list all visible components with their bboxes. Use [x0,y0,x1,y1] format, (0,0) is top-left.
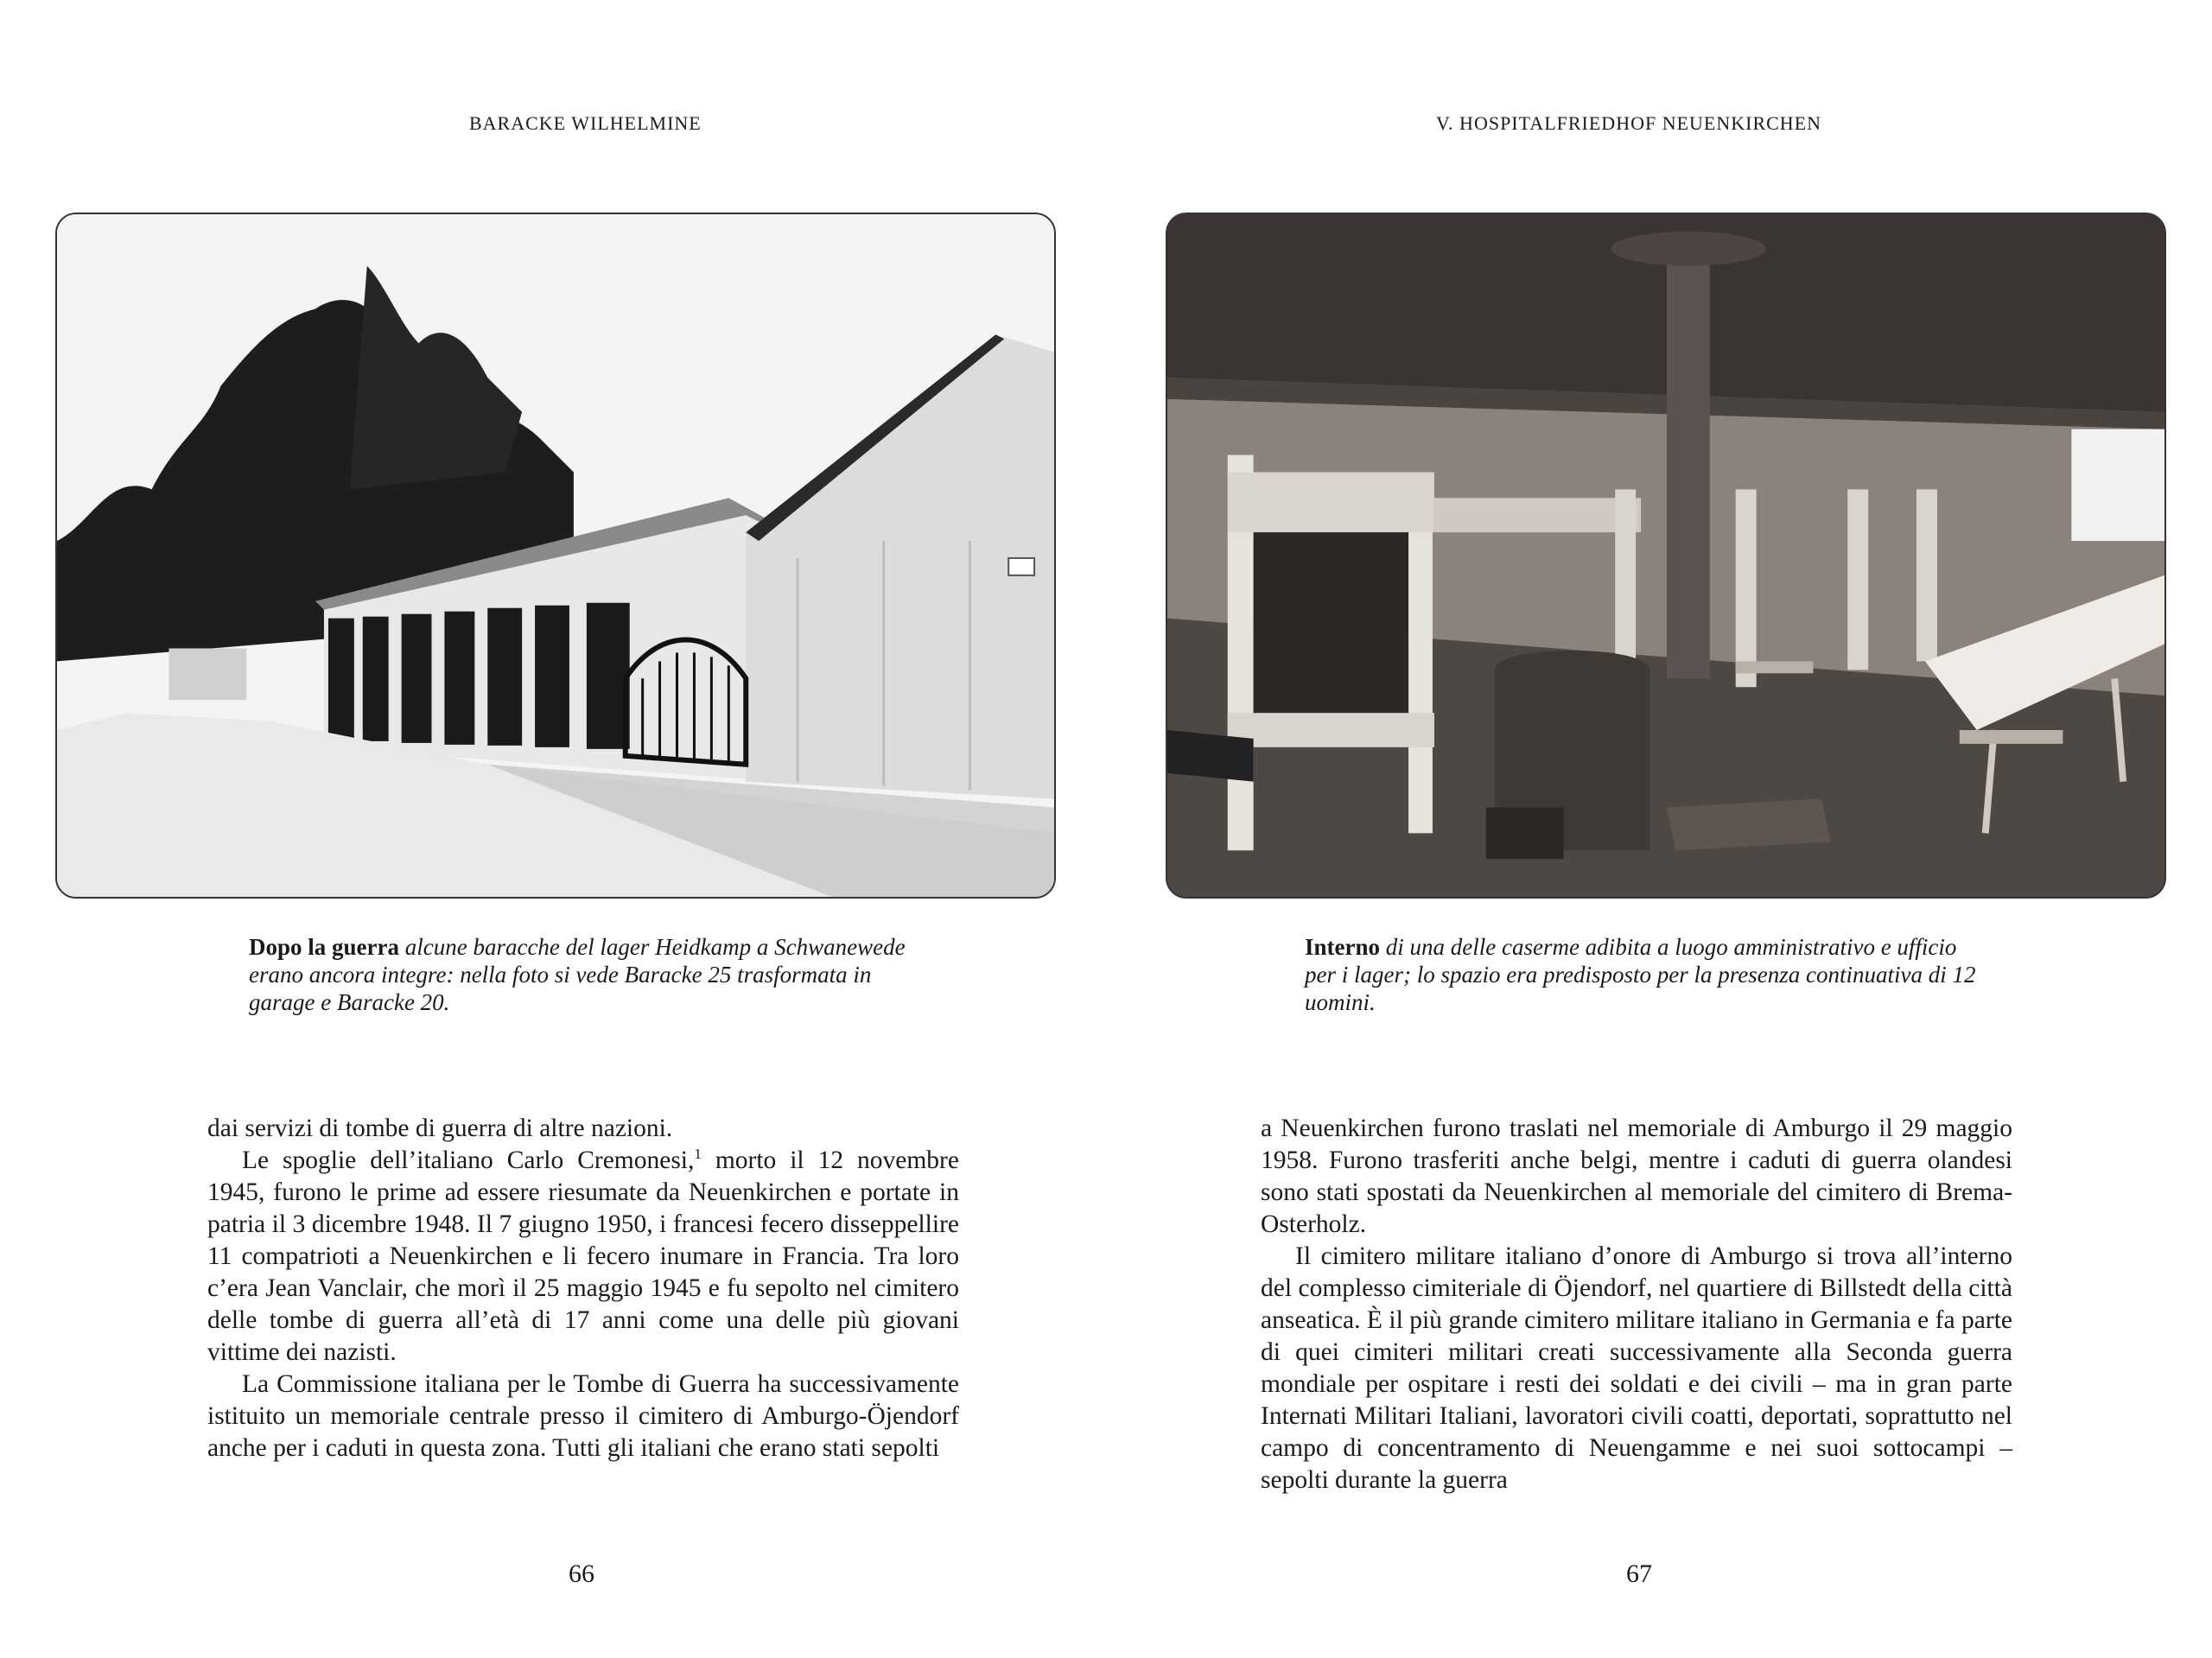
photo-caption [1305,933,1979,1016]
right-page [1106,0,2212,1658]
photo-barracks-garage [55,213,1056,899]
body-text [207,1113,959,1464]
running-head: BARACKE WILHELMINE [469,112,702,134]
photo-barracks-interior [1166,213,2166,899]
footnote-reference[interactable]: 1 [694,1146,702,1163]
paragraph: dai servizi di tombe di guerra di altre nazioni. [207,1115,673,1142]
paragraph: Il cimitero militare italiano d’onore di Amburgo si trova all’interno del complesso cimiteriale di Öjendorf, nel quartiere di Billstedt della città anseatica. È il più grande cimitero militare italiano in Germania e fa parte di quei cimiteri militari creati successivamente alla Seconda guerra mondiale per ospitare i resti dei soldati e dei civili – ma in gran parte Internati Militari Italiani, lavoratori civili coatti, deportati, soprattutto nel campo di concentramento di Neuengamme e nei suoi sottocampi – sepolti durante la guerra [1261,1242,2012,1494]
caption-text: alcune baracche del lager Heidkamp a Schwanewede erano ancora integre: nella foto si vede Baracke 25 trasformata in garage e Baracke 20. [249,934,906,1015]
running-head: V. HOSPITALFRIEDHOF NEUENKIRCHEN [1436,112,1822,134]
photo-barracks-garage-image [57,214,1054,897]
paragraph: a Neuenkirchen furono traslati nel memoriale di Amburgo il 29 maggio 1958. Furono trasferiti anche belgi, mentre i caduti di guerra olandesi sono stati spostati da Neuenkirchen al memoriale del cimitero di Brema-Osterholz. [1261,1115,2012,1238]
caption-text: di una delle caserme adibita a luogo amministrativo e ufficio per i lager; lo spazio era predisposto per la presenza continuativa di 12 uomini. [1305,934,1976,1015]
paragraph-continuation: morto il 12 novembre 1945, furono le prime ad essere riesumate da Neuenkirchen e portate in patria il 3 dicembre 1948. Il 7 giugno 1950, i francesi fecero disseppellire 11 compatrioti a Neuenkirchen e li fecero inumare in Francia. Tra loro c’era Jean Vanclair, che morì il 25 maggio 1945 e fu sepolto nel cimitero delle tombe di guerra all’età di 17 anni come una delle più giovani vittime dei nazisti. [207,1147,959,1366]
paragraph-start: Le spoglie dell’italiano Carlo Cremonesi, [242,1147,695,1174]
photo-caption [249,933,923,1016]
paragraph: La Commissione italiana per le Tombe di Guerra ha successivamente istituito un memoriale centrale presso il cimitero di Amburgo-Öjendorf anche per i caduti in questa zona. Tutti gli italiani che erano stati sepolti [207,1370,959,1462]
caption-lead: Dopo la guerra [249,934,399,960]
page-number: 67 [1626,1560,1652,1588]
paragraph [207,1145,959,1369]
photo-barracks-interior-image [1167,214,2164,897]
body-text [1261,1113,2012,1496]
caption-lead: Interno [1305,934,1380,960]
page-number: 66 [569,1560,594,1588]
